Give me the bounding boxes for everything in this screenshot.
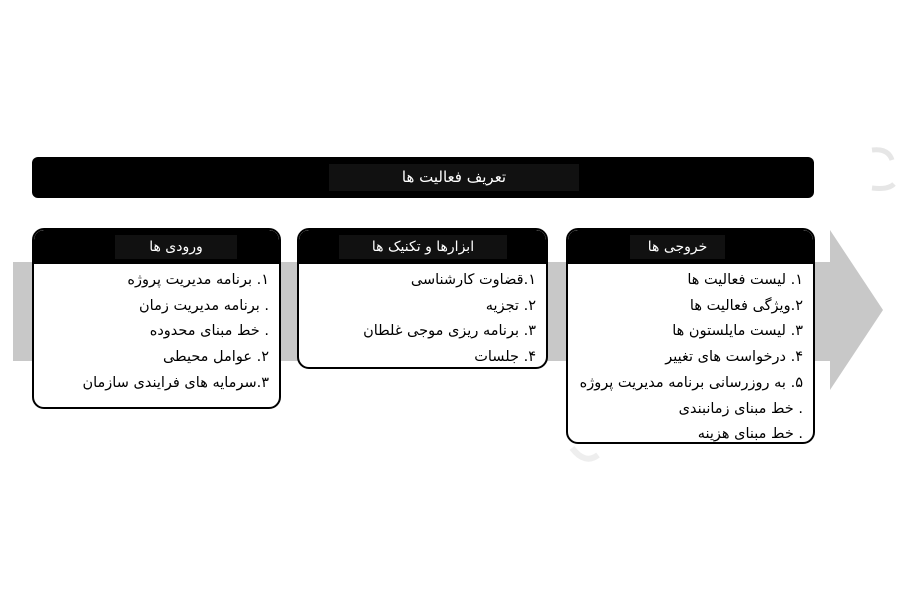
title-bar <box>32 157 814 198</box>
list-item: ۱. لیست فعالیت ها <box>687 272 803 288</box>
list-item: ۲. تجزیه <box>485 297 536 314</box>
list-item: ۳. برنامه ریزی موجی غلطان <box>363 323 536 340</box>
list-item: ۲. عوامل محیطی <box>162 349 269 366</box>
list-item: ۳.سرمایه های فرایندی سازمان <box>82 374 269 391</box>
inputs-header <box>34 230 279 264</box>
list-item: . خط مبنای زمانبندی <box>678 400 803 417</box>
list-item: . خط مبنای محدوده <box>149 323 269 340</box>
list-item: . برنامه مدیریت زمان <box>139 297 269 314</box>
list-item: ۴. جلسات <box>474 349 536 366</box>
list-item: ۳. لیست مایلستون ها <box>672 323 803 340</box>
outputs-box <box>566 228 815 444</box>
outputs-header <box>568 230 813 264</box>
list-item: ۵. به روزرسانی برنامه مدیریت پروژه <box>579 374 803 391</box>
list-item: ۱.قضاوت کارشناسی <box>410 272 536 288</box>
tools-header <box>299 230 546 264</box>
diagram-title: تعریف فعالیت ها <box>329 164 579 191</box>
list-item: ۲.ویژگی فعالیت ها <box>689 297 803 314</box>
tools-box <box>297 228 548 369</box>
outputs-list <box>568 264 813 444</box>
inputs-box <box>32 228 281 409</box>
list-item: . خط مبنای هزینه <box>697 426 803 443</box>
tools-list <box>299 264 546 369</box>
list-item: ۱. برنامه مدیریت پروژه <box>127 272 269 288</box>
inputs-list <box>34 264 279 397</box>
list-item: ۴. درخواست های تغییر <box>665 349 803 366</box>
inputs-heading: ورودی ها <box>115 235 237 259</box>
outputs-heading: خروجی ها <box>630 235 725 259</box>
tools-heading: ابزارها و تکنیک ها <box>339 235 507 259</box>
